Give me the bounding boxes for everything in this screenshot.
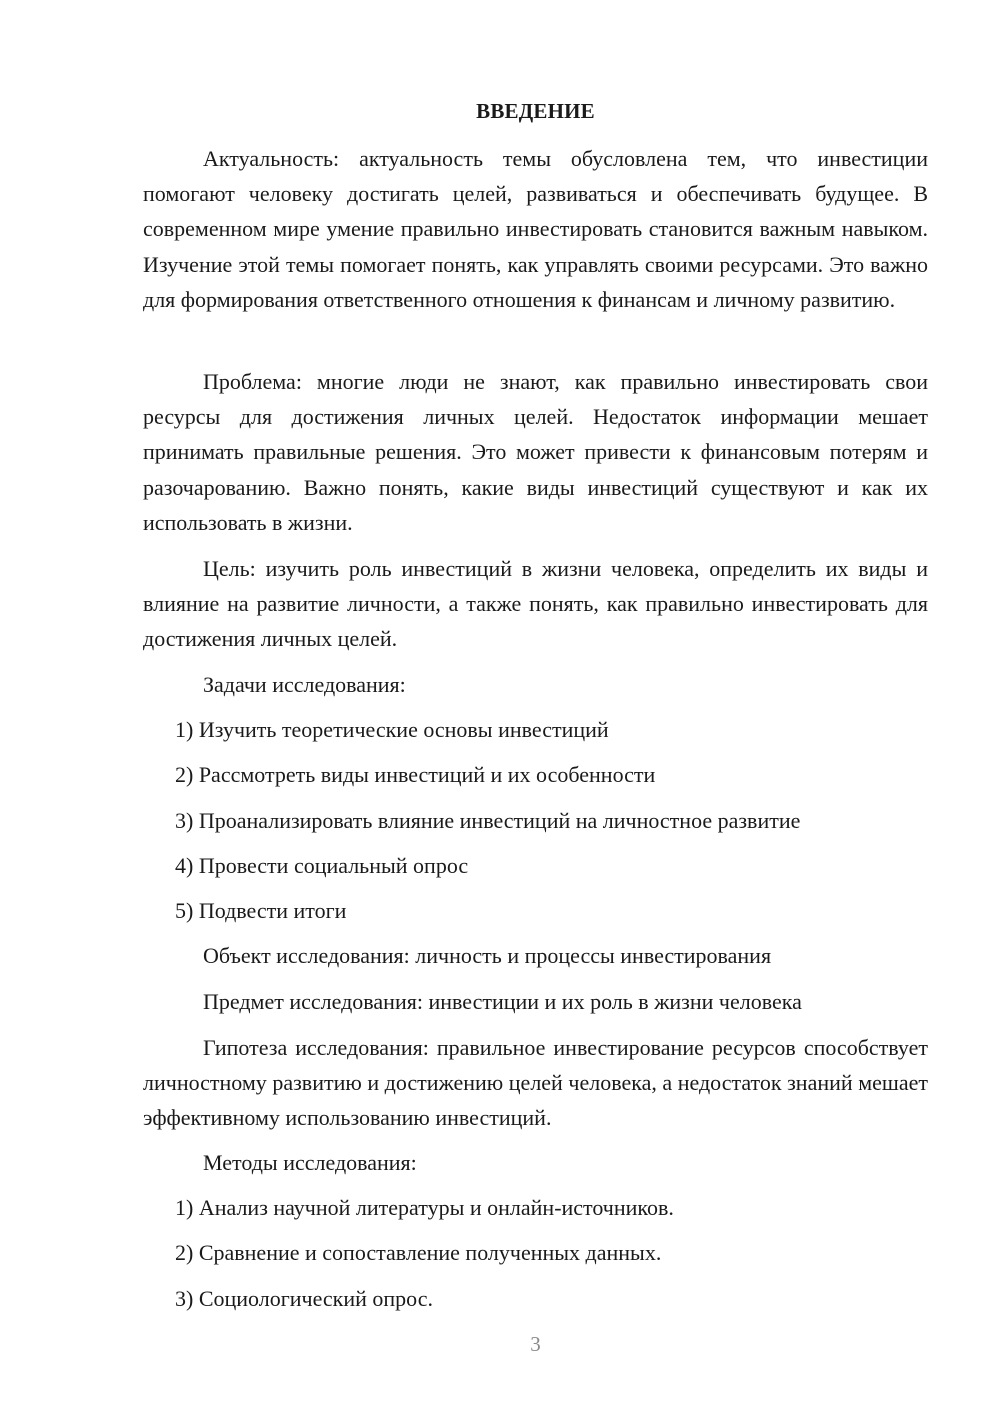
hypothesis-paragraph: Гипотеза исследования: правильное инвестирование ресурсов способствует личностному развитию и достижению целей человека, а недостаток знаний мешает эффективному использованию инвестиций. <box>143 1035 928 1131</box>
page-number: 3 <box>530 1332 541 1356</box>
method-item: 1) Анализ научной литературы и онлайн-источников. <box>175 1195 674 1220</box>
methods-label: Методы исследования: <box>203 1150 417 1175</box>
method-item: 2) Сравнение и сопоставление полученных данных. <box>175 1240 662 1265</box>
tasks-label: Задачи исследования: <box>203 672 406 697</box>
research-subject: Предмет исследования: инвестиции и их роль в жизни человека <box>203 989 802 1014</box>
task-item: 2) Рассмотреть виды инвестиций и их особенности <box>175 762 656 787</box>
section-heading: ВВЕДЕНИЕ <box>476 99 595 123</box>
goal-paragraph: Цель: изучить роль инвестиций в жизни человека, определить их виды и влияние на развитие личности, а также понять, как правильно инвестировать для достижения личных целей. <box>143 556 928 652</box>
method-item: 3) Социологический опрос. <box>175 1286 433 1311</box>
problem-paragraph: Проблема: многие люди не знают, как правильно инвестировать свои ресурсы для достижения личных целей. Недостаток информации мешает принимать правильные решения. Это может привести к финансовым потерям и разочарованию. Важно понять, какие виды инвестиций существуют и как их использовать в жизни. <box>143 369 928 535</box>
relevance-paragraph: Актуальность: актуальность темы обусловлена тем, что инвестиции помогают человеку достигать целей, развиваться и обеспечивать будущее. В современном мире умение правильно инвестировать становится важным навыком. Изучение этой темы помогает понять, как управлять своими ресурсами. Это важно для формирования ответственного отношения к финансам и личному развитию. <box>143 146 928 312</box>
task-item: 5) Подвести итоги <box>175 898 347 923</box>
research-object: Объект исследования: личность и процессы инвестирования <box>203 943 772 968</box>
task-item: 1) Изучить теоретические основы инвестиций <box>175 717 609 742</box>
task-item: 3) Проанализировать влияние инвестиций на личностное развитие <box>175 808 801 833</box>
task-item: 4) Провести социальный опрос <box>175 853 469 878</box>
